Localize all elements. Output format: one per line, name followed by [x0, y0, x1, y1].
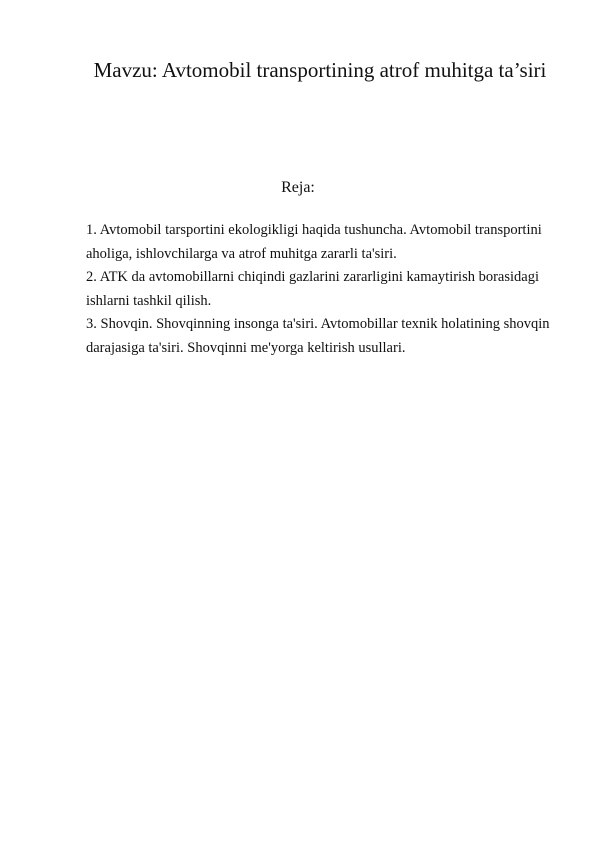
plan-item-1: 1. Avtomobil tarsportini ekologikligi haqida tushuncha. Avtomobil transportini aholiga, ishlovchilarga va atrof muhitga zararli ta'siri.: [86, 222, 542, 262]
plan-item-2: 2. ATK da avtomobillarni chiqindi gazlarini zararligini kamaytirish borasidagi ishlarni tashkil qilish.: [86, 269, 540, 309]
plan-heading: Reja:: [281, 179, 315, 196]
page-title: Mavzu: Avtomobil transportining atrof muhitga ta’siri: [93, 58, 547, 82]
plan-item-3: 3. Shovqin. Shovqinning insonga ta'siri. Avtomobillar texnik holatining shovqin darajasiga ta'siri. Shovqinni me'yorga keltirish usullari.: [86, 316, 550, 356]
plan-list: [86, 219, 556, 360]
